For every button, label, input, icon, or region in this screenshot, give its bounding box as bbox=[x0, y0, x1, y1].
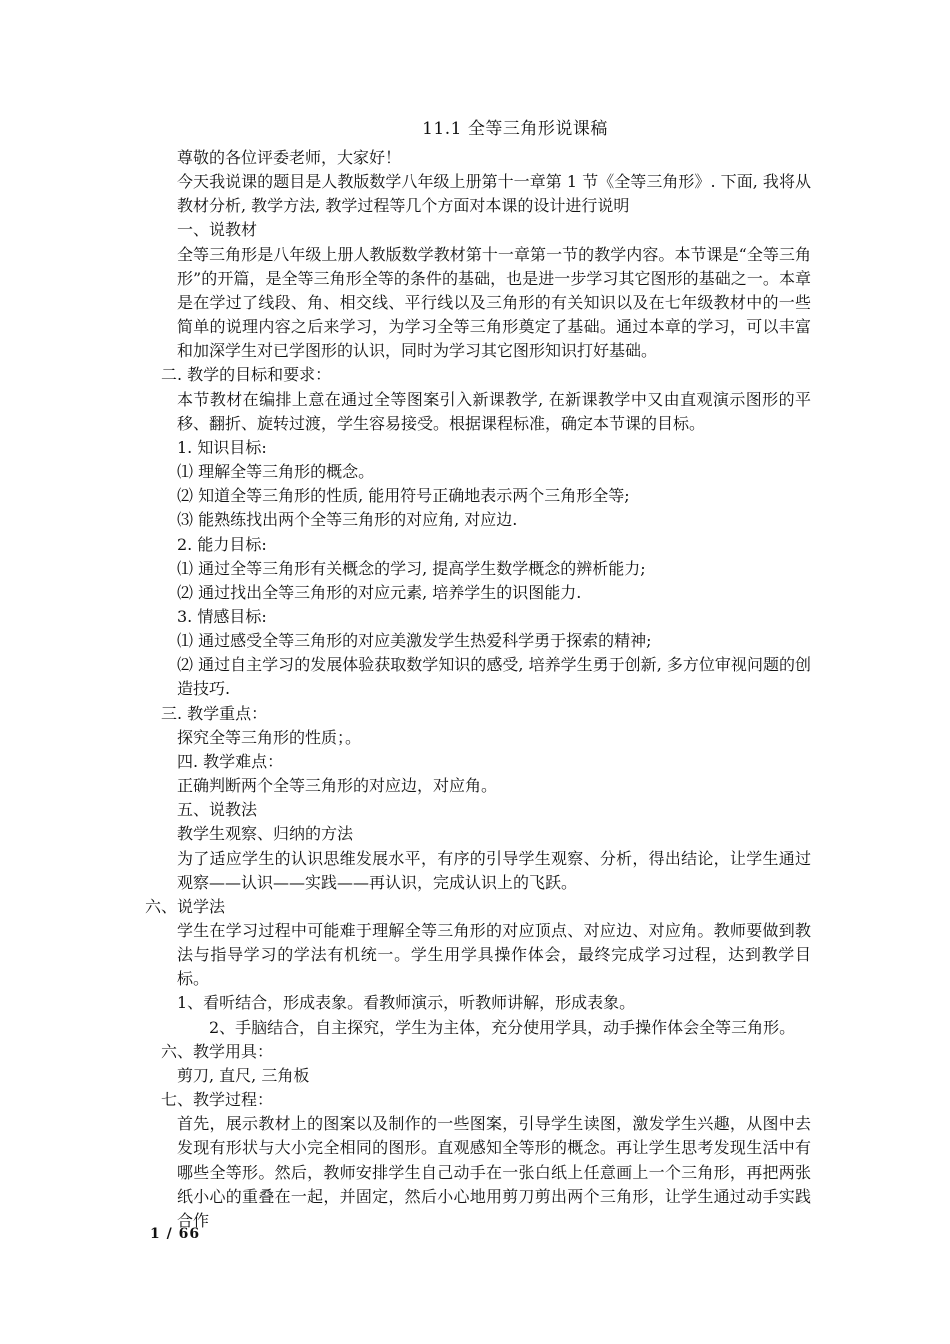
section-heading: 四. 教学难点： bbox=[177, 751, 284, 771]
paragraph: 首先，展示教材上的图案以及制作的一些图案，引导学生读图，激发学生兴趣，从图中去发现有形状与大小完全相同的图形。直观感知全等形的概念。再让学生思考发现生活中有哪些全等形。然后，教师安排学生自己动手在一张白纸上任意画上一个三角形，再把两张纸小心的重叠在一起，并固定，然后小心地用剪刀剪出两个三角形，让学生通过动手实践合作 bbox=[177, 1114, 811, 1230]
list-item: ⑴ 理解全等三角形的概念。 bbox=[177, 462, 375, 482]
section-heading: 七、教学过程： bbox=[161, 1090, 274, 1110]
section-heading: 二. 教学的目标和要求： bbox=[161, 365, 332, 385]
greeting: 尊敬的各位评委老师，大家好！ bbox=[177, 148, 402, 167]
textbook-paragraph: 全等三角形是八年级上册人教版数学教材第十一章第一节的教学内容。本节课是“全等三角形”的开篇，是全等三角形全等的条件的基础，也是进一步学习其它图形的基础之一。本章是在学过了线段、角、相交线、平行线以及三角形的有关知识以及在七年级教材中的一些简单的说理内容之后来学习，为学习全等三角形奠定了基础。通过本章的学习，可以丰富和加深学生对已学图形的认识，同时为学习其它图形知识打好基础。 bbox=[177, 244, 811, 361]
subheading: 1. 知识目标: bbox=[177, 437, 267, 457]
paragraph: 剪刀, 直尺, 三角板 bbox=[177, 1065, 310, 1085]
list-item: 2、手脑结合，自主探究，学生为主体，充分使用学具，动手操作体会全等三角形。 bbox=[209, 1017, 796, 1037]
goals-paragraph: 本节教材在编排上意在通过全等图案引入新课教学, 在新课教学中又由直观演示图形的平移、翻折、旋转过渡，学生容易接受。根据课程标准，确定本节课的目标。 bbox=[177, 389, 811, 433]
paragraph: 探究全等三角形的性质；。 bbox=[177, 727, 362, 747]
paragraph: 教学生观察、归纳的方法 bbox=[177, 824, 354, 844]
section-heading: 一、说教材 bbox=[177, 220, 258, 240]
list-item: ⑶ 能熟练找出两个全等三角形的对应角, 对应边. bbox=[177, 510, 518, 530]
list-item: ⑵ 通过自主学习的发展体验获取数学知识的感受, 培养学生勇于创新, 多方位审视问题的创造技巧. bbox=[177, 655, 811, 699]
section-heading: 六、说学法 bbox=[145, 896, 226, 916]
paragraph: 正确判断两个全等三角形的对应边，对应角。 bbox=[177, 776, 498, 796]
section-heading: 三. 教学重点： bbox=[161, 703, 268, 723]
document-body bbox=[145, 146, 811, 1233]
list-item: ⑴ 通过全等三角形有关概念的学习, 提高学生数学概念的辨析能力; bbox=[177, 558, 646, 578]
list-item: ⑴ 通过感受全等三角形的对应美激发学生热爱科学勇于探索的精神; bbox=[177, 631, 652, 651]
page-number: 1 / 66 bbox=[150, 1226, 201, 1242]
intro-paragraph: 今天我说课的题目是人教版数学八年级上册第十一章第 1 节《全等三角形》. 下面, 我将从教材分析, 教学方法, 教学过程等几个方面对本课的设计进行说明 bbox=[177, 172, 811, 216]
list-item: ⑵ 通过找出全等三角形的对应元素, 培养学生的识图能力. bbox=[177, 582, 582, 602]
list-item: ⑵ 知道全等三角形的性质, 能用符号正确地表示两个三角形全等; bbox=[177, 486, 630, 506]
section-heading: 五、说教法 bbox=[177, 800, 258, 820]
paragraph: 学生在学习过程中可能难于理解全等三角形的对应顶点、对应边、对应角。教师要做到教法与指导学习的学法有机统一。学生用学具操作体会，最终完成学习过程，达到教学目标。 bbox=[177, 921, 811, 989]
paragraph: 为了适应学生的认识思维发展水平，有序的引导学生观察、分析，得出结论，让学生通过观察——认识——实践——再认识，完成认识上的飞跃。 bbox=[177, 848, 811, 892]
section-heading: 六、教学用具： bbox=[161, 1041, 274, 1061]
document-title: 11.1 全等三角形说课稿 bbox=[422, 119, 608, 139]
subheading: 3. 情感目标: bbox=[177, 606, 267, 626]
subheading: 2. 能力目标: bbox=[177, 534, 267, 554]
list-item: 1、看听结合，形成表象。看教师演示，听教师讲解，形成表象。 bbox=[177, 993, 636, 1013]
